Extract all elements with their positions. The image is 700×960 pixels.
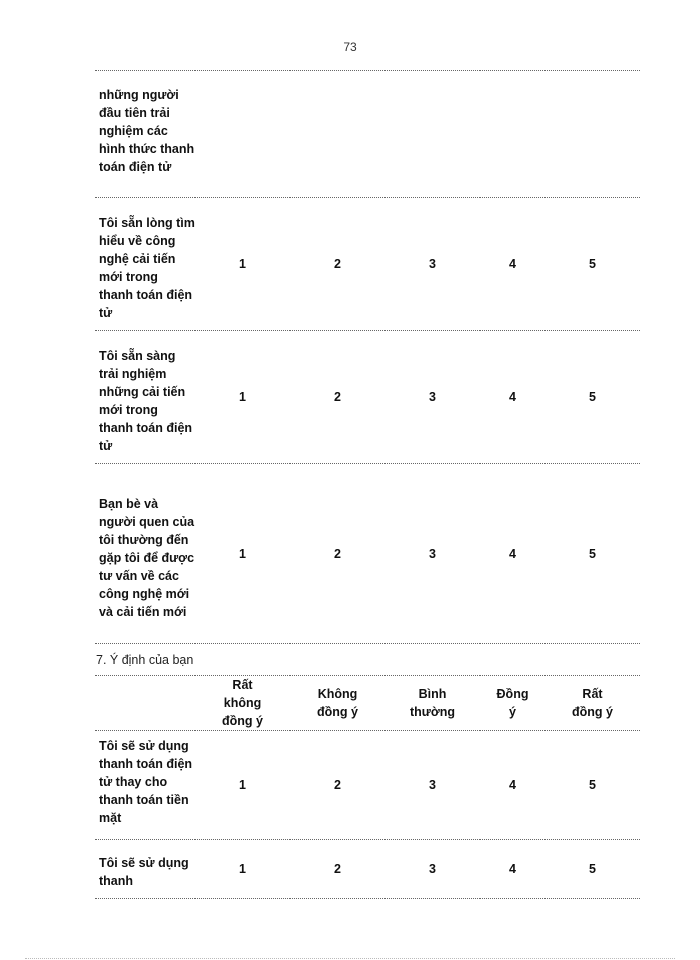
rating-1-cell: 1 [195,840,290,899]
rating-3-cell: 3 [385,198,480,331]
table-row [95,840,640,899]
statement-cell: những người đầu tiên trải nghiệm các hình thức thanh toán điện tử [95,71,195,198]
rating-4-cell: 4 [480,198,545,331]
statement-cell: Tôi sẵn lòng tìm hiểu về công nghệ cải tiến mới trong thanh toán điện tử [95,198,195,331]
rating-4-cell: 4 [480,840,545,899]
statement-cell: Bạn bè và người quen của tôi thường đến gặp tôi để được tư vấn về các công nghệ mới và cải tiến mới [95,464,195,644]
rating-5-cell: 5 [545,840,640,899]
table-row [95,71,640,198]
rating-4-cell [480,71,545,198]
page-number: 73 [343,40,357,54]
rating-5-cell [545,71,640,198]
rating-2-cell: 2 [290,840,385,899]
rating-1-cell: 1 [195,464,290,644]
statement-cell: Tôi sẵn sàng trải nghiệm những cải tiến mới trong thanh toán điện tử [95,331,195,464]
rating-3-cell: 3 [385,464,480,644]
rating-4-cell: 4 [480,331,545,464]
rating-2-cell: 2 [290,331,385,464]
header-cell-strongly-agree: Rất đồng ý [545,676,640,731]
rating-2-cell: 2 [290,464,385,644]
rating-3-cell: 3 [385,331,480,464]
rating-4-cell: 4 [480,731,545,840]
table-row [95,331,640,464]
rating-3-cell: 3 [385,731,480,840]
header-cell-agree: Đồng ý [480,676,545,731]
survey-table-innovativeness [95,70,640,644]
table-row [95,464,640,644]
statement-cell: Tôi sẽ sử dụng thanh [95,840,195,899]
table-row [95,731,640,840]
rating-5-cell: 5 [545,198,640,331]
statement-cell: Tôi sẽ sử dụng thanh toán điện tử thay cho thanh toán tiền mặt [95,731,195,840]
rating-2-cell: 2 [290,198,385,331]
rating-3-cell [385,71,480,198]
header-cell-statement [95,676,195,731]
header-cell-neutral: Bình thường [385,676,480,731]
rating-1-cell: 1 [195,198,290,331]
section-title: 7. Ý định của bạn [96,653,194,667]
rating-1-cell [195,71,290,198]
rating-2-cell [290,71,385,198]
rating-5-cell: 5 [545,331,640,464]
table-header-row [95,676,640,731]
survey-table-intention [95,675,640,899]
rating-3-cell: 3 [385,840,480,899]
rating-1-cell: 1 [195,331,290,464]
page-bottom-divider [25,958,675,959]
rating-4-cell: 4 [480,464,545,644]
header-cell-disagree: Không đồng ý [290,676,385,731]
rating-1-cell: 1 [195,731,290,840]
header-cell-strongly-disagree: Rất không đồng ý [195,676,290,731]
table-row [95,198,640,331]
rating-2-cell: 2 [290,731,385,840]
rating-5-cell: 5 [545,731,640,840]
rating-5-cell: 5 [545,464,640,644]
